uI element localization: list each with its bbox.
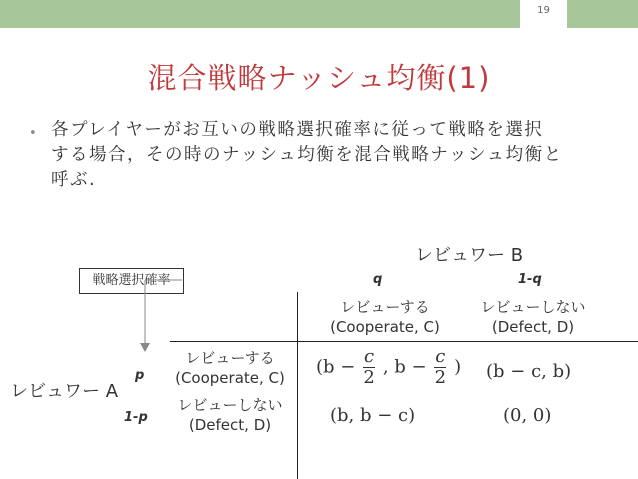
col-prob-1-q: 1-q [518, 272, 542, 287]
fraction-numerator: c [364, 346, 375, 367]
row-header-defect [165, 395, 295, 435]
page-number: 19 [537, 5, 550, 16]
bullet-line: 呼ぶ. [51, 170, 97, 190]
fraction [434, 347, 446, 388]
column-header-defect [463, 297, 603, 337]
row-header-cooperate [165, 348, 295, 388]
bullet-dot-icon: • [29, 126, 37, 141]
player-a-label: レビュワー A [10, 381, 119, 402]
col-prob-q: q [373, 272, 383, 287]
payoff-cc-close: ) [454, 356, 462, 378]
table-divider-vertical [297, 292, 298, 479]
column-header-english: (Defect, D) [491, 318, 575, 336]
player-b-label: レビュワー B [415, 245, 524, 266]
fraction-numerator: c [435, 346, 446, 367]
table-divider-horizontal [170, 341, 638, 342]
strategy-prob-box: 戦略選択確率 [79, 268, 184, 294]
bullet-line: 各プレイヤーがお互いの戦略選択確率に従って戦略を選択 [51, 120, 544, 140]
fraction-denominator: 2 [363, 367, 375, 388]
row-header-english: (Cooperate, C) [175, 369, 285, 387]
fraction-denominator: 2 [434, 367, 447, 388]
row-header-english: (Defect, D) [188, 416, 272, 434]
payoff-cd: (b − c, b) [486, 361, 572, 382]
row-prob-1-p: 1-p [124, 410, 148, 425]
column-header-label: レビューする [340, 298, 430, 316]
column-header-english: (Cooperate, C) [330, 318, 440, 336]
payoff-cc-open: (b − [316, 356, 356, 378]
row-prob-p: p [135, 368, 145, 383]
column-header-label: レビューしない [480, 298, 586, 316]
payoff-cc-sep: , b − [382, 356, 427, 378]
row-header-label: レビューする [185, 349, 275, 367]
column-header-cooperate [315, 297, 455, 337]
fraction [363, 347, 375, 388]
row-header-label: レビューしない [177, 396, 283, 414]
payoff-dd: (0, 0) [503, 405, 552, 426]
payoff-dc: (b, b − c) [330, 405, 416, 426]
bullet-line: する場合，その時のナッシュ均衡を混合戦略ナッシュ均衡と [51, 145, 563, 165]
payoff-cc [316, 347, 461, 388]
slide-title: 混合戦略ナッシュ均衡(1) [147, 61, 491, 95]
